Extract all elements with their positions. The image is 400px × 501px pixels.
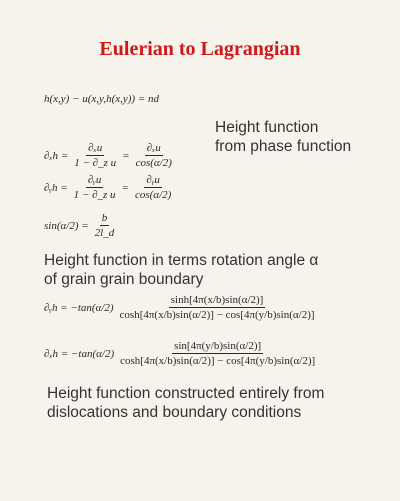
eq2-frac2-num: ∂ₓu	[146, 142, 161, 154]
eq3-fraction-1	[72, 174, 118, 201]
equation-dxh	[44, 142, 174, 169]
note-constructed-line-1: Height function constructed entirely from	[47, 385, 325, 402]
equation-dyh-tan	[44, 294, 317, 321]
eq3-frac2-num: ∂ᵧu	[146, 174, 160, 186]
eq5-den: cosh[4π(x/b)sin(α/2)] − cos[4π(y/b)sin(α/2)]	[119, 309, 315, 321]
equation-dxh-tan	[44, 340, 317, 367]
eq5-fraction	[118, 294, 317, 321]
eq5-lhs: ∂ᵧh = −tan(α/2)	[44, 301, 114, 314]
note-rotation-line-1: Height function in terms rotation angle α	[44, 252, 319, 269]
eq6-fraction	[118, 340, 317, 367]
eq2-equals: =	[122, 149, 130, 162]
note-height-line-1: Height function	[215, 119, 319, 136]
eq2-lhs: ∂ₓh =	[44, 149, 69, 162]
eq2-frac2-den: cos(α/2)	[135, 157, 172, 169]
equation-sin-half-angle	[44, 212, 116, 239]
eq3-frac1-den: 1 − ∂_z u	[73, 189, 116, 201]
eq3-equals: =	[121, 181, 129, 194]
note-height-function	[215, 118, 351, 156]
eq3-frac1-num: ∂ᵧu	[87, 174, 102, 186]
eq6-num: sin[4π(y/b)sin(α/2)]	[174, 340, 262, 352]
eq4-num: b	[101, 212, 108, 224]
eq2-fraction-1	[72, 142, 118, 169]
eq4-fraction	[93, 212, 117, 239]
eq3-lhs: ∂ᵧh =	[44, 181, 68, 194]
eq4-lhs: sin(α/2) =	[44, 219, 89, 232]
eq6-den: cosh[4π(x/b)sin(α/2)] − cos[4π(y/b)sin(α/2)]	[120, 355, 316, 367]
eq3-fraction-2	[133, 174, 173, 201]
note-rotation-line-2: of grain grain boundary	[44, 271, 204, 288]
slide-title: Eulerian to Lagrangian	[99, 38, 301, 60]
eq2-fraction-2	[134, 142, 174, 169]
note-constructed	[47, 384, 324, 422]
eq4-den: 2l_d	[94, 227, 115, 239]
eq2-frac1-den: 1 − ∂_z u	[74, 157, 117, 169]
eq6-lhs: ∂ₓh = −tan(α/2)	[44, 347, 115, 360]
note-height-line-2: from phase function	[215, 138, 352, 155]
eq2-frac1-num: ∂ₓu	[88, 142, 103, 154]
note-constructed-line-2: dislocations and boundary conditions	[47, 404, 302, 421]
note-rotation-angle	[44, 251, 318, 289]
equation-phase: h(x,y) − u(x,y,h(x,y)) = nd	[44, 93, 160, 105]
equation-dyh	[44, 174, 173, 201]
eq3-frac2-den: cos(α/2)	[134, 189, 172, 201]
eq5-num: sinh[4π(x/b)sin(α/2)]	[170, 294, 264, 306]
